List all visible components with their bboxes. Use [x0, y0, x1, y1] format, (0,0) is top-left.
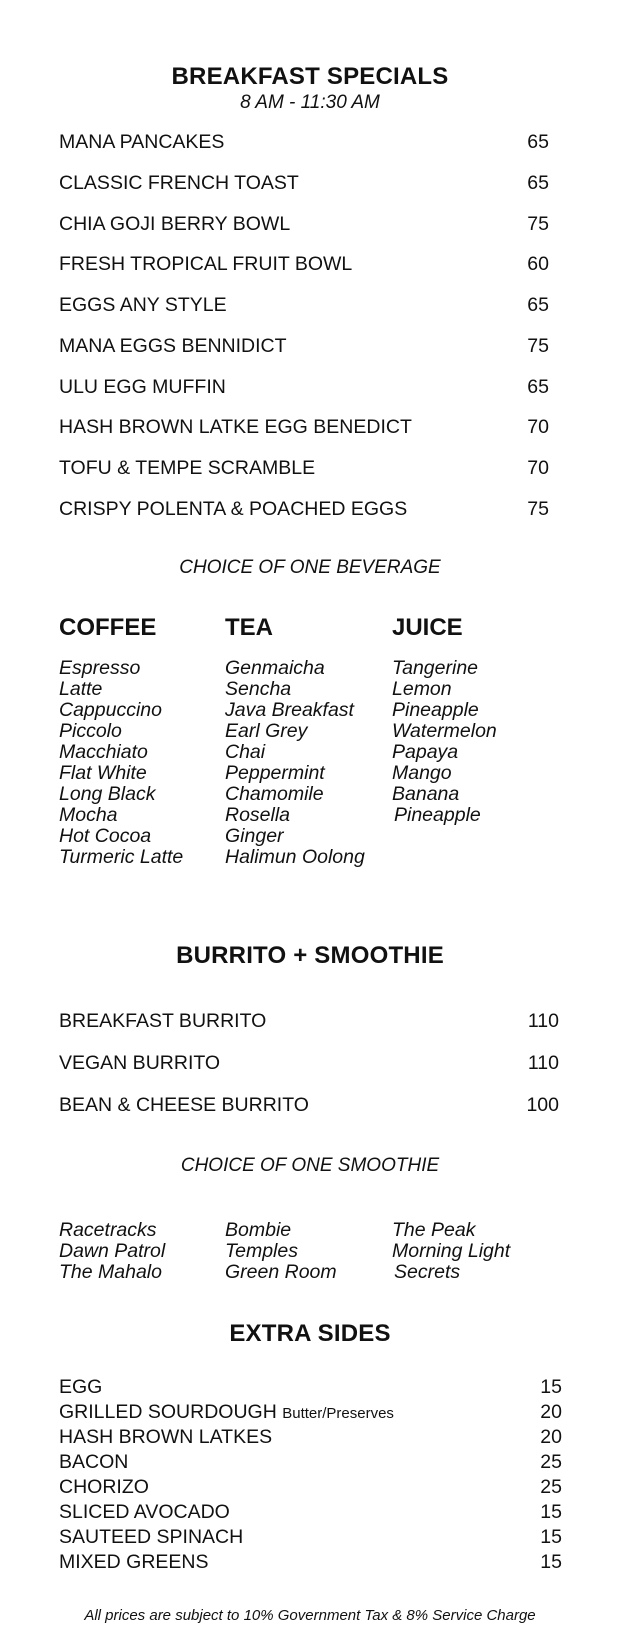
item-name: CLASSIC FRENCH TOAST: [59, 172, 299, 194]
item-price: 75: [527, 213, 549, 235]
side-price: 25: [540, 1451, 562, 1473]
item-name: BEAN & CHEESE BURRITO: [59, 1094, 309, 1116]
juice-item: Pineapple: [392, 699, 479, 721]
tea-item: Genmaicha: [225, 657, 325, 679]
smoothie-column-1: [59, 1220, 165, 1283]
coffee-item: Latte: [59, 678, 103, 700]
side-name: BACON: [59, 1451, 129, 1473]
item-price: 75: [527, 335, 549, 357]
item-name: ULU EGG MUFFIN: [59, 376, 226, 398]
item-price: 65: [527, 294, 549, 316]
item-name: VEGAN BURRITO: [59, 1052, 221, 1074]
tea-item: Earl Grey: [225, 720, 308, 742]
smoothie-column-3: [392, 1220, 510, 1283]
juice-item: Watermelon: [392, 720, 497, 742]
tea-item: Chamomile: [225, 783, 324, 805]
juice-item: Mango: [392, 762, 452, 784]
item-price: 65: [527, 376, 549, 398]
coffee-header: COFFEE: [59, 614, 157, 641]
extra-sides-title: EXTRA SIDES: [229, 1320, 391, 1347]
item-price: 65: [527, 172, 549, 194]
smoothie-item: The Peak: [392, 1219, 476, 1241]
side-price: 15: [540, 1526, 562, 1548]
side-name: SAUTEED SPINACH: [59, 1526, 244, 1548]
tea-item: Ginger: [225, 825, 284, 847]
item-price: 70: [527, 457, 549, 479]
tea-item: Peppermint: [225, 762, 325, 784]
coffee-item: Turmeric Latte: [59, 846, 184, 868]
tea-item: Java Breakfast: [225, 699, 354, 721]
coffee-item: Mocha: [59, 804, 118, 826]
item-price: 70: [527, 416, 549, 438]
item-name: MANA EGGS BENNIDICT: [59, 335, 287, 357]
coffee-item: Espresso: [59, 657, 141, 679]
juice-column: [392, 614, 497, 826]
item-name: BREAKFAST BURRITO: [59, 1010, 267, 1032]
smoothie-item: Secrets: [394, 1261, 461, 1283]
smoothie-item: Dawn Patrol: [59, 1240, 166, 1262]
tea-column: [225, 614, 365, 868]
side-price: 20: [540, 1401, 562, 1423]
smoothie-column-2: [225, 1220, 337, 1283]
breakfast-specials-title: BREAKFAST SPECIALS: [171, 63, 449, 90]
smoothie-item: Morning Light: [392, 1240, 511, 1262]
coffee-item: Flat White: [59, 762, 147, 784]
smoothie-item: Green Room: [225, 1261, 337, 1283]
item-name: EGGS ANY STYLE: [59, 294, 227, 316]
coffee-item: Cappuccino: [59, 699, 162, 721]
side-name: HASH BROWN LATKES: [59, 1426, 273, 1448]
tea-item: Halimun Oolong: [225, 846, 365, 868]
coffee-item: Long Black: [59, 783, 156, 805]
smoothie-item: Bombie: [225, 1219, 292, 1241]
item-price: 110: [527, 1010, 559, 1032]
juice-item: Papaya: [392, 741, 459, 763]
side-name: SLICED AVOCADO: [59, 1501, 230, 1523]
side-note: Butter/Preserves: [282, 1405, 394, 1422]
side-price: 15: [540, 1376, 562, 1398]
smoothie-item: Temples: [225, 1240, 298, 1262]
tea-item: Sencha: [225, 678, 292, 700]
breakfast-hours: 8 AM - 11:30 AM: [240, 92, 380, 113]
juice-item: Lemon: [392, 678, 452, 700]
item-price: 60: [527, 253, 549, 275]
tea-item: Chai: [225, 741, 266, 763]
item-name: MANA PANCAKES: [59, 131, 225, 153]
tea-header: TEA: [225, 614, 273, 641]
item-price: 110: [527, 1052, 559, 1074]
item-price: 100: [526, 1094, 559, 1116]
juice-item: Tangerine: [392, 657, 479, 679]
smoothie-choice-note: CHOICE OF ONE SMOOTHIE: [180, 1155, 440, 1176]
juice-list: [392, 658, 497, 826]
coffee-item: Macchiato: [59, 741, 148, 763]
item-name: CRISPY POLENTA & POACHED EGGS: [59, 498, 408, 520]
side-price: 20: [540, 1426, 562, 1448]
side-price: 15: [540, 1551, 562, 1573]
tea-list: [225, 658, 365, 868]
item-price: 75: [527, 498, 549, 520]
juice-item: Pineapple: [394, 804, 481, 826]
coffee-item: Hot Cocoa: [59, 825, 152, 847]
coffee-list: [59, 658, 183, 868]
side-name-group: [59, 1400, 394, 1426]
beverage-choice-note: CHOICE OF ONE BEVERAGE: [179, 557, 441, 578]
coffee-item: Piccolo: [59, 720, 122, 742]
item-price: 65: [527, 131, 549, 153]
tax-service-footnote: All prices are subject to 10% Government Tax & 8% Service Charge: [84, 1607, 536, 1624]
coffee-column: [59, 614, 183, 868]
item-name: HASH BROWN LATKE EGG BENEDICT: [59, 416, 412, 438]
side-price: 25: [540, 1476, 562, 1498]
smoothie-item: The Mahalo: [59, 1261, 162, 1283]
side-name: EGG: [59, 1376, 103, 1398]
smoothie-item: Racetracks: [59, 1219, 157, 1241]
juice-item: Banana: [392, 783, 460, 805]
side-price: 15: [540, 1501, 562, 1523]
tea-item: Rosella: [225, 804, 291, 826]
side-name: MIXED GREENS: [59, 1551, 209, 1573]
item-name: FRESH TROPICAL FRUIT BOWL: [59, 253, 353, 275]
side-name: GRILLED SOURDOUGH: [59, 1401, 277, 1423]
burrito-smoothie-title: BURRITO + SMOOTHIE: [176, 942, 444, 969]
juice-header: JUICE: [392, 614, 463, 641]
item-name: CHIA GOJI BERRY BOWL: [59, 213, 291, 235]
item-name: TOFU & TEMPE SCRAMBLE: [59, 457, 316, 479]
side-name: CHORIZO: [59, 1476, 149, 1498]
